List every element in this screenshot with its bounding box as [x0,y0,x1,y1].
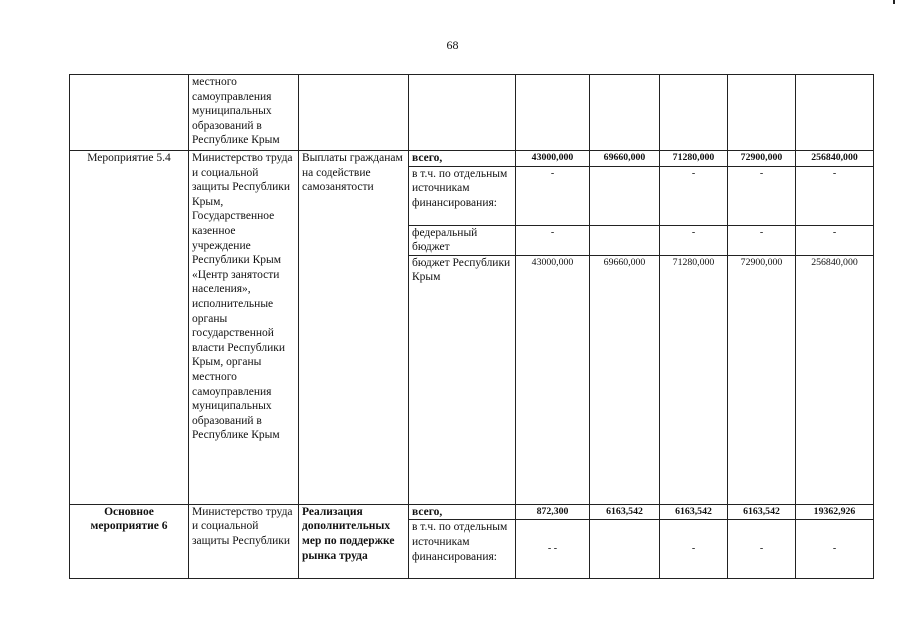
funding-table [69,74,874,579]
value-cell: 71280,000 [660,151,728,167]
measure-cell: Основное мероприятие 6 [70,504,189,579]
value-cell [516,75,590,151]
value-cell: 256840,000 [796,255,874,504]
name-cell: Выплаты гражданам на содействие самозанятости [299,151,409,505]
value-cell: 6163,542 [590,504,660,520]
value-cell [590,75,660,151]
source-label: всего, [409,504,516,520]
value-cell: 43000,000 [516,255,590,504]
name-cell: Реализация дополнительных мер по поддержке рынка труда [299,504,409,579]
source-cell [409,75,516,151]
value-cell: - [516,166,590,225]
name-cell [299,75,409,151]
table-row-main-measure-6 [70,504,874,520]
value-cell: - [796,520,874,579]
value-cell: - [516,225,590,255]
value-cell [590,520,660,579]
table-row-measure-5-4 [70,151,874,167]
source-label: федеральный бюджет [409,225,516,255]
value-cell: - [796,225,874,255]
value-cell: 72900,000 [728,151,796,167]
value-cell: - [660,166,728,225]
executor-cell: местного самоуправления муниципальных образований в Республике Крым [189,75,299,151]
value-cell: - [728,225,796,255]
measure-cell [70,75,189,151]
executor-cell: Министерство труда и социальной защиты Республики [189,504,299,579]
value-cell [590,166,660,225]
value-cell: 6163,542 [660,504,728,520]
measure-cell: Мероприятие 5.4 [70,151,189,505]
value-cell: 69660,000 [590,255,660,504]
value-cell: - [728,520,796,579]
value-cell: 69660,000 [590,151,660,167]
value-cell: - [660,225,728,255]
table-row-continuation [70,75,874,151]
page-number: 68 [446,38,459,52]
value-cell: 43000,000 [516,151,590,167]
source-label: всего, [409,151,516,167]
edge-mark [893,0,895,4]
value-cell [728,75,796,151]
value-cell [796,75,874,151]
value-cell: 6163,542 [728,504,796,520]
value-cell: 19362,926 [796,504,874,520]
value-cell [660,75,728,151]
value-cell: 872,300 [516,504,590,520]
source-label: бюджет Республики Крым [409,255,516,504]
value-cell: - [728,166,796,225]
source-label: в т.ч. по отдельным источникам финансирования: [409,520,516,579]
source-label: в т.ч. по отдельным источникам финансирования: [409,166,516,225]
value-cell: - [660,520,728,579]
executor-cell: Министерство труда и социальной защиты Республики Крым, Государственное казенное учреждение Республики Крым «Центр занятости населения», исполнительные органы государственной власти Республики Крым, органы местного самоуправления муниципальных образований в Республике Крым [189,151,299,505]
value-cell [590,225,660,255]
value-cell: - - [516,520,590,579]
value-cell: 72900,000 [728,255,796,504]
value-cell: 256840,000 [796,151,874,167]
value-cell: 71280,000 [660,255,728,504]
value-cell: - [796,166,874,225]
